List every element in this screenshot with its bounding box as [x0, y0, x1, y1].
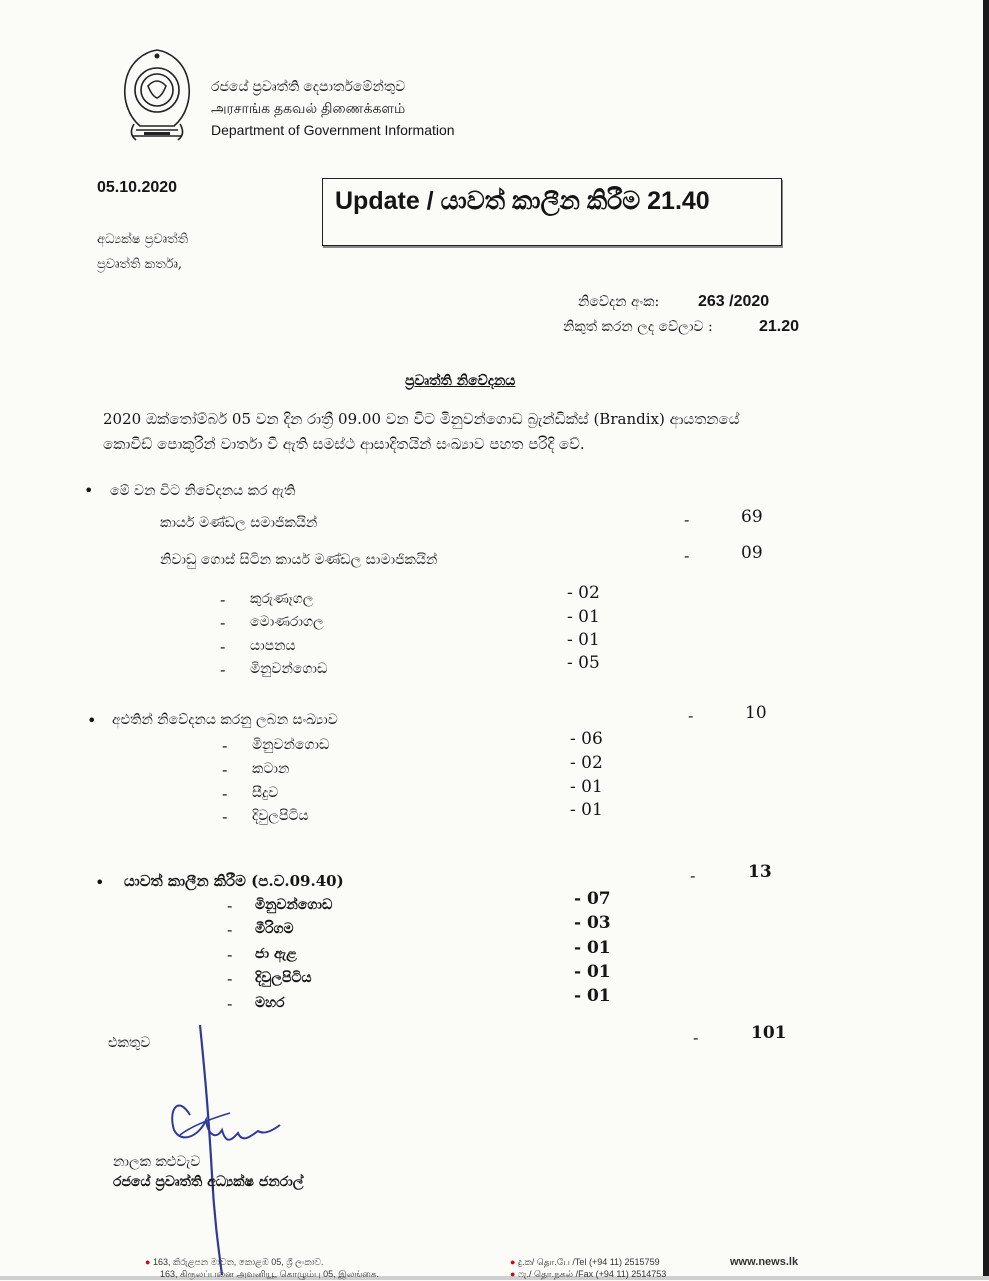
dept-name-tamil: அரசாங்க தகவல் திணைக்களம் — [211, 100, 406, 116]
list-item-name: මිනුවන්ගොඩ — [255, 897, 333, 913]
signatory-title: රජයේ ප්‍රවෘත්ති අධ්‍යක්ෂ ජනරාල් — [113, 1174, 304, 1190]
list-item-name: මහර — [255, 995, 285, 1011]
bullet-icon: • — [84, 481, 94, 500]
total-label: එකතුව — [108, 1035, 151, 1051]
paragraph-line-2: කොවිඩ් පොකුරින් වාර්තා වී ඇති සමස්ථ ආසාදිතයින් සංඛ්‍යාව පහත පරිදි වේ. — [103, 435, 585, 453]
list-item-value: - 01 — [570, 777, 603, 797]
footer-tel-label: දු.ක/ தொ.பே /Tel — [517, 1257, 587, 1267]
dash: - — [222, 807, 228, 826]
list-item-value: - 03 — [574, 913, 611, 933]
document-date: 05.10.2020 — [97, 179, 178, 196]
list-item-name: යාපනය — [250, 638, 296, 654]
section2-value: 10 — [745, 703, 767, 723]
dept-name-english: Department of Government Information — [211, 122, 455, 138]
dash: - — [227, 969, 233, 988]
release-number-value: 263 /2020 — [698, 293, 770, 310]
dash: - — [688, 706, 694, 725]
list-item-name: දිවුලපිටිය — [252, 808, 309, 824]
list-item-name: මිනුවන්ගොඩ — [252, 737, 330, 753]
list-item-name: කුරුණෑගල — [250, 591, 314, 607]
footer-tel: ● දු.ක/ தொ.பே /Tel (+94 11) 2515759 — [510, 1257, 660, 1267]
release-number-label: නිවේදන අංක: — [578, 294, 660, 310]
dept-name-sinhala: රජයේ ප්‍රවෘත්ති දෙපාර්තමේන්තුව — [211, 78, 406, 94]
footer-fax-number: (+94 11) 2514753 — [595, 1269, 667, 1279]
signature — [160, 1025, 300, 1275]
list-item-name: මොණරාගල — [250, 614, 324, 630]
dash: - — [222, 760, 228, 779]
bullet-icon: • — [95, 873, 105, 892]
section1-staff-label: කාර්ය මණ්ඩල සමාජිකයින් — [160, 515, 318, 531]
dash: - — [690, 866, 696, 885]
paragraph-line-1: 2020 ඔක්තෝම්බර් 05 වන දින රාත්‍රී 09.00 වන විට මිනුවන්ගොඩ බ්‍රැන්ඩික්ස් (Brandix) ආයතනයේ — [103, 410, 740, 428]
list-item-value: - 01 — [574, 986, 611, 1006]
dash: - — [227, 994, 233, 1013]
dash: - — [693, 1028, 699, 1047]
list-item-name: මීරිගම — [255, 921, 294, 937]
list-item-name: ජා ඇළ — [255, 946, 297, 962]
list-item-name: සීදුව — [252, 785, 279, 801]
dash: - — [227, 945, 233, 964]
section2-heading: අළුතින් නිවේදනය කරනු ලබන සංඛ්‍යාව — [112, 712, 338, 728]
page-edge — [983, 0, 989, 1280]
list-item-value: - 01 — [570, 800, 603, 820]
total-value: 101 — [751, 1023, 787, 1043]
update-box — [322, 178, 782, 246]
page-bottom-edge — [0, 1276, 989, 1280]
footer-address-sinhala-text: 163, කිරුළපන මාවත, කොළඹ 05, ශ්‍රී ලංකාව. — [152, 1257, 324, 1267]
list-item-value: - 01 — [567, 630, 600, 650]
issue-time-value: 21.20 — [759, 318, 800, 335]
list-item-value: - 02 — [567, 583, 600, 603]
footer-website-link[interactable]: www.news.lk — [730, 1256, 799, 1268]
list-item-name: මිනුවන්ගොඩ — [250, 661, 328, 677]
dash: - — [222, 784, 228, 803]
section3-value: 13 — [748, 862, 772, 882]
dash: - — [222, 736, 228, 755]
list-item-value: - 07 — [574, 889, 611, 909]
list-item-name: කටාන — [252, 761, 290, 777]
issue-time-label: නිකුත් කරන ලද වේලාව : — [563, 319, 713, 335]
footer-fax: ● ෆැ./ தொ.நகல் /Fax (+94 11) 2514753 — [510, 1269, 667, 1279]
dash: - — [227, 896, 233, 915]
update-heading: Update / යාවත් කාලීන කිරීම 21.40 — [335, 187, 710, 215]
section1-staff-value: 69 — [741, 507, 763, 527]
list-item-value: - 01 — [574, 938, 611, 958]
list-item-name: දිවුලපිටිය — [255, 970, 312, 986]
signatory-name: නාලක කළුවැව — [113, 1154, 201, 1170]
footer-tel-number: (+94 11) 2515759 — [588, 1257, 660, 1267]
dash: - — [684, 510, 690, 529]
dash: - — [227, 920, 233, 939]
government-emblem-icon — [118, 46, 196, 144]
list-item-value: - 06 — [570, 729, 603, 749]
dash: - — [220, 637, 226, 656]
dash: - — [684, 546, 690, 565]
dash: - — [220, 660, 226, 679]
dash: - — [220, 590, 226, 609]
bullet-icon: • — [87, 711, 97, 730]
recipient-line-1: අධ්‍යක්ෂ ප්‍රවෘත්ති — [97, 232, 189, 247]
section1-leave-value: 09 — [741, 543, 763, 563]
notice-title: ප්‍රවෘත්ති නිවේදනය — [405, 373, 516, 389]
section1-heading: මේ වන විට නිවේදනය කර ඇති — [110, 483, 296, 499]
list-item-value: - 01 — [574, 962, 611, 982]
recipient-line-2: ප්‍රවෘත්ති කර්තෘ, — [97, 257, 183, 272]
footer-address-tamil: 163, கிருலப்பனை அவனியூ, கொழும்பு 05, இலங்கை. — [160, 1269, 380, 1279]
section1-leave-label: නිවාඩු ගොස් සිටින කාර්ය මණ්ඩල සාමාජිකයින් — [160, 552, 438, 568]
dash: - — [220, 613, 226, 632]
footer-fax-label: ෆැ./ தொ.நகல் /Fax — [517, 1269, 594, 1279]
section3-heading: යාවත් කාලීන කිරීම (ප.ව.09.40) — [124, 872, 344, 890]
list-item-value: - 02 — [570, 753, 603, 773]
list-item-value: - 05 — [567, 653, 600, 673]
footer-address-sinhala: ● 163, කිරුළපන මාවත, කොළඹ 05, ශ්‍රී ලංකාව. — [145, 1257, 324, 1267]
list-item-value: - 01 — [567, 607, 600, 627]
